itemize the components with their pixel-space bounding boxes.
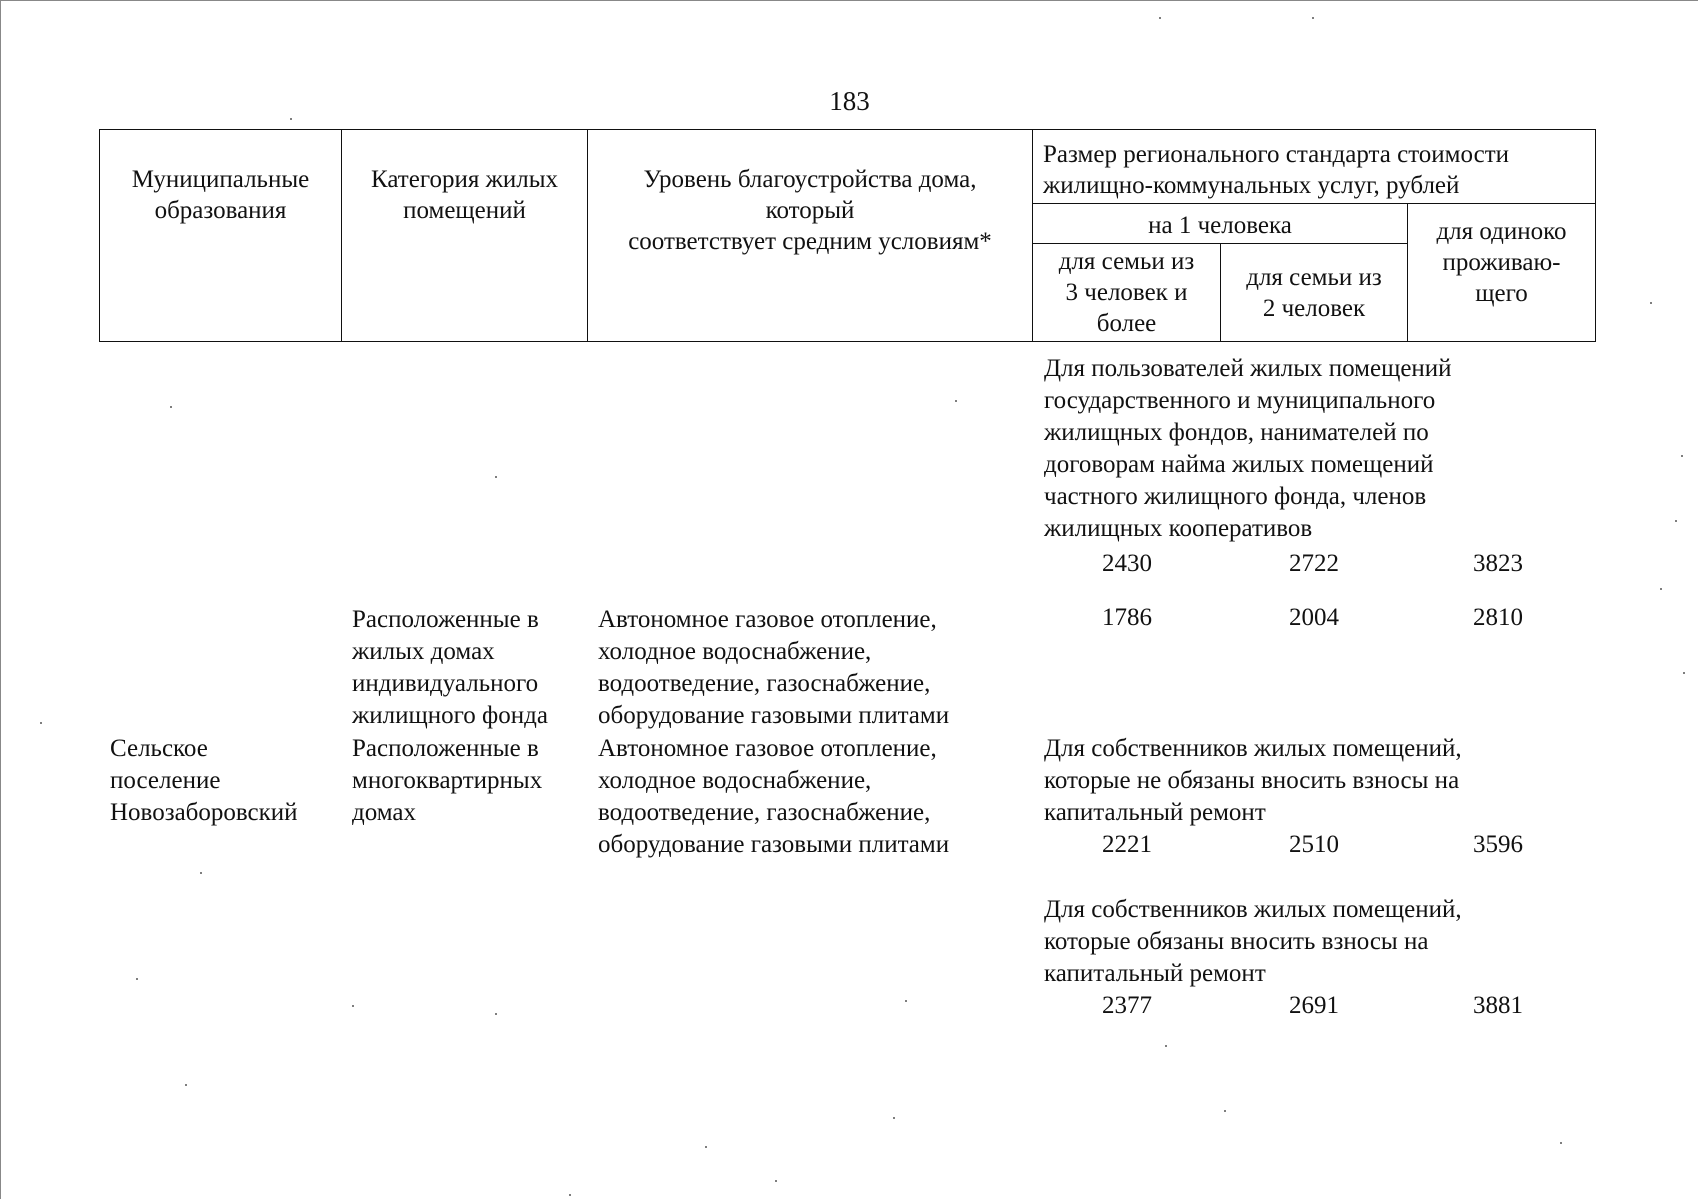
header-level-line: соответствует средним условиям* (628, 228, 992, 255)
row-individual-category (352, 604, 548, 732)
header-per-person: на 1 человека (1033, 204, 1408, 244)
scan-speck (775, 1180, 777, 1182)
scan-speck (955, 400, 957, 402)
level-line: холодное водоснабжение, (598, 767, 872, 794)
note-line: договорам найма жилых помещений (1044, 451, 1434, 478)
header-cost-title (1033, 130, 1596, 204)
group1-note (1044, 353, 1452, 545)
level-line: водоотведение, газоснабжение, (598, 670, 931, 697)
scan-speck (290, 118, 292, 120)
scan-speck (1224, 1110, 1226, 1112)
scan-speck (200, 872, 202, 874)
category-line: домах (352, 799, 416, 826)
level-line: оборудование газовыми плитами (598, 831, 950, 858)
group3-family3-value: 2377 (1102, 992, 1152, 1019)
level-line: оборудование газовыми плитами (598, 702, 950, 729)
scan-speck (905, 1000, 907, 1002)
scan-speck (1675, 520, 1677, 522)
scan-speck (1159, 17, 1161, 19)
header-cost-line: Размер регионального стандарта стоимости (1043, 141, 1510, 168)
scan-speck (170, 406, 172, 408)
scan-speck (1683, 672, 1685, 674)
header-category: Категория жилых помещений (342, 130, 588, 342)
group2-single-value: 3596 (1473, 831, 1523, 858)
scan-speck (352, 1005, 354, 1007)
note-line: капитальный ремонт (1044, 960, 1266, 987)
note-line: государственного и муниципального (1044, 387, 1436, 414)
category-line: Расположенные в (352, 735, 539, 762)
note-line: частного жилищного фонда, членов (1044, 483, 1427, 510)
group1-family2-value: 2722 (1289, 550, 1339, 577)
header-level-line: который (765, 197, 855, 224)
row-individual-level (598, 604, 949, 732)
header-level (588, 130, 1033, 342)
header-municipalities: Муниципальные образования (100, 130, 342, 342)
header-family2 (1221, 244, 1408, 342)
page-number: 183 (829, 86, 870, 116)
group2-note (1044, 733, 1462, 829)
scan-speck (1681, 455, 1683, 457)
note-line: которые не обязаны вносить взносы на (1044, 767, 1460, 794)
note-line: Для собственников жилых помещений, (1044, 896, 1462, 923)
header-family3-line: более (1096, 310, 1157, 337)
scan-speck (1560, 1142, 1562, 1144)
row-apartment-level (598, 733, 949, 861)
municipality-name (110, 733, 298, 829)
group1-single-value: 3823 (1473, 550, 1523, 577)
scan-speck (893, 1117, 895, 1119)
scan-speck (495, 1013, 497, 1015)
header-family2-line: 2 человек (1262, 294, 1366, 322)
header-family3-line: 3 человек и (1065, 279, 1188, 306)
scan-speck (1650, 302, 1652, 304)
category-line: многоквартирных (352, 767, 543, 794)
category-line: жилищного фонда (352, 702, 548, 729)
note-line: Для собственников жилых помещений, (1044, 735, 1462, 762)
note-line: капитальный ремонт (1044, 799, 1266, 826)
level-line: водоотведение, газоснабжение, (598, 799, 931, 826)
level-line: холодное водоснабжение, (598, 638, 872, 665)
row-apartment-category (352, 733, 542, 829)
row-individual-single-value: 2810 (1473, 604, 1523, 631)
header-single (1408, 204, 1596, 342)
scan-speck (40, 722, 42, 724)
group2-family3-value: 2221 (1102, 831, 1152, 858)
note-line: жилищных фондов, нанимателей по (1044, 419, 1429, 446)
header-family3-line: для семьи из (1058, 248, 1195, 275)
group3-single-value: 3881 (1473, 992, 1523, 1019)
header-single-line: щего (1475, 280, 1528, 307)
note-line: жилищных кооперативов (1044, 515, 1313, 542)
scan-speck (1165, 1045, 1167, 1047)
level-line: Автономное газовое отопление, (598, 735, 937, 762)
scan-speck (495, 476, 497, 478)
header-family2-line: для семьи из (1246, 263, 1382, 291)
scan-speck (1660, 588, 1662, 590)
header-family3 (1033, 244, 1221, 342)
header-level-line: Уровень благоустройства дома, (643, 166, 977, 193)
header-single-line: для одиноко (1436, 218, 1567, 245)
scan-speck (185, 1084, 187, 1086)
municipality-line: Новозаборовский (110, 799, 298, 826)
scan-speck (136, 978, 138, 980)
category-line: Расположенные в (352, 606, 539, 633)
municipality-line: поселение (110, 767, 221, 794)
note-line: которые обязаны вносить взносы на (1044, 928, 1429, 955)
municipality-line: Сельское (110, 735, 208, 762)
header-single-line: проживаю- (1442, 249, 1561, 276)
group3-family2-value: 2691 (1289, 992, 1339, 1019)
category-line: жилых домах (352, 638, 495, 665)
scan-speck (569, 1194, 571, 1196)
scan-speck (1312, 17, 1314, 19)
scan-speck (705, 1146, 707, 1148)
header-table (99, 129, 1596, 342)
row-individual-family3-value: 1786 (1102, 604, 1152, 631)
group2-family2-value: 2510 (1289, 831, 1339, 858)
level-line: Автономное газовое отопление, (598, 606, 937, 633)
row-individual-family2-value: 2004 (1289, 604, 1339, 631)
group3-note (1044, 894, 1462, 990)
group1-family3-value: 2430 (1102, 550, 1152, 577)
category-line: индивидуального (352, 670, 539, 697)
note-line: Для пользователей жилых помещений (1044, 355, 1452, 382)
header-cost-line: жилищно-коммунальных услуг, рублей (1043, 172, 1460, 199)
